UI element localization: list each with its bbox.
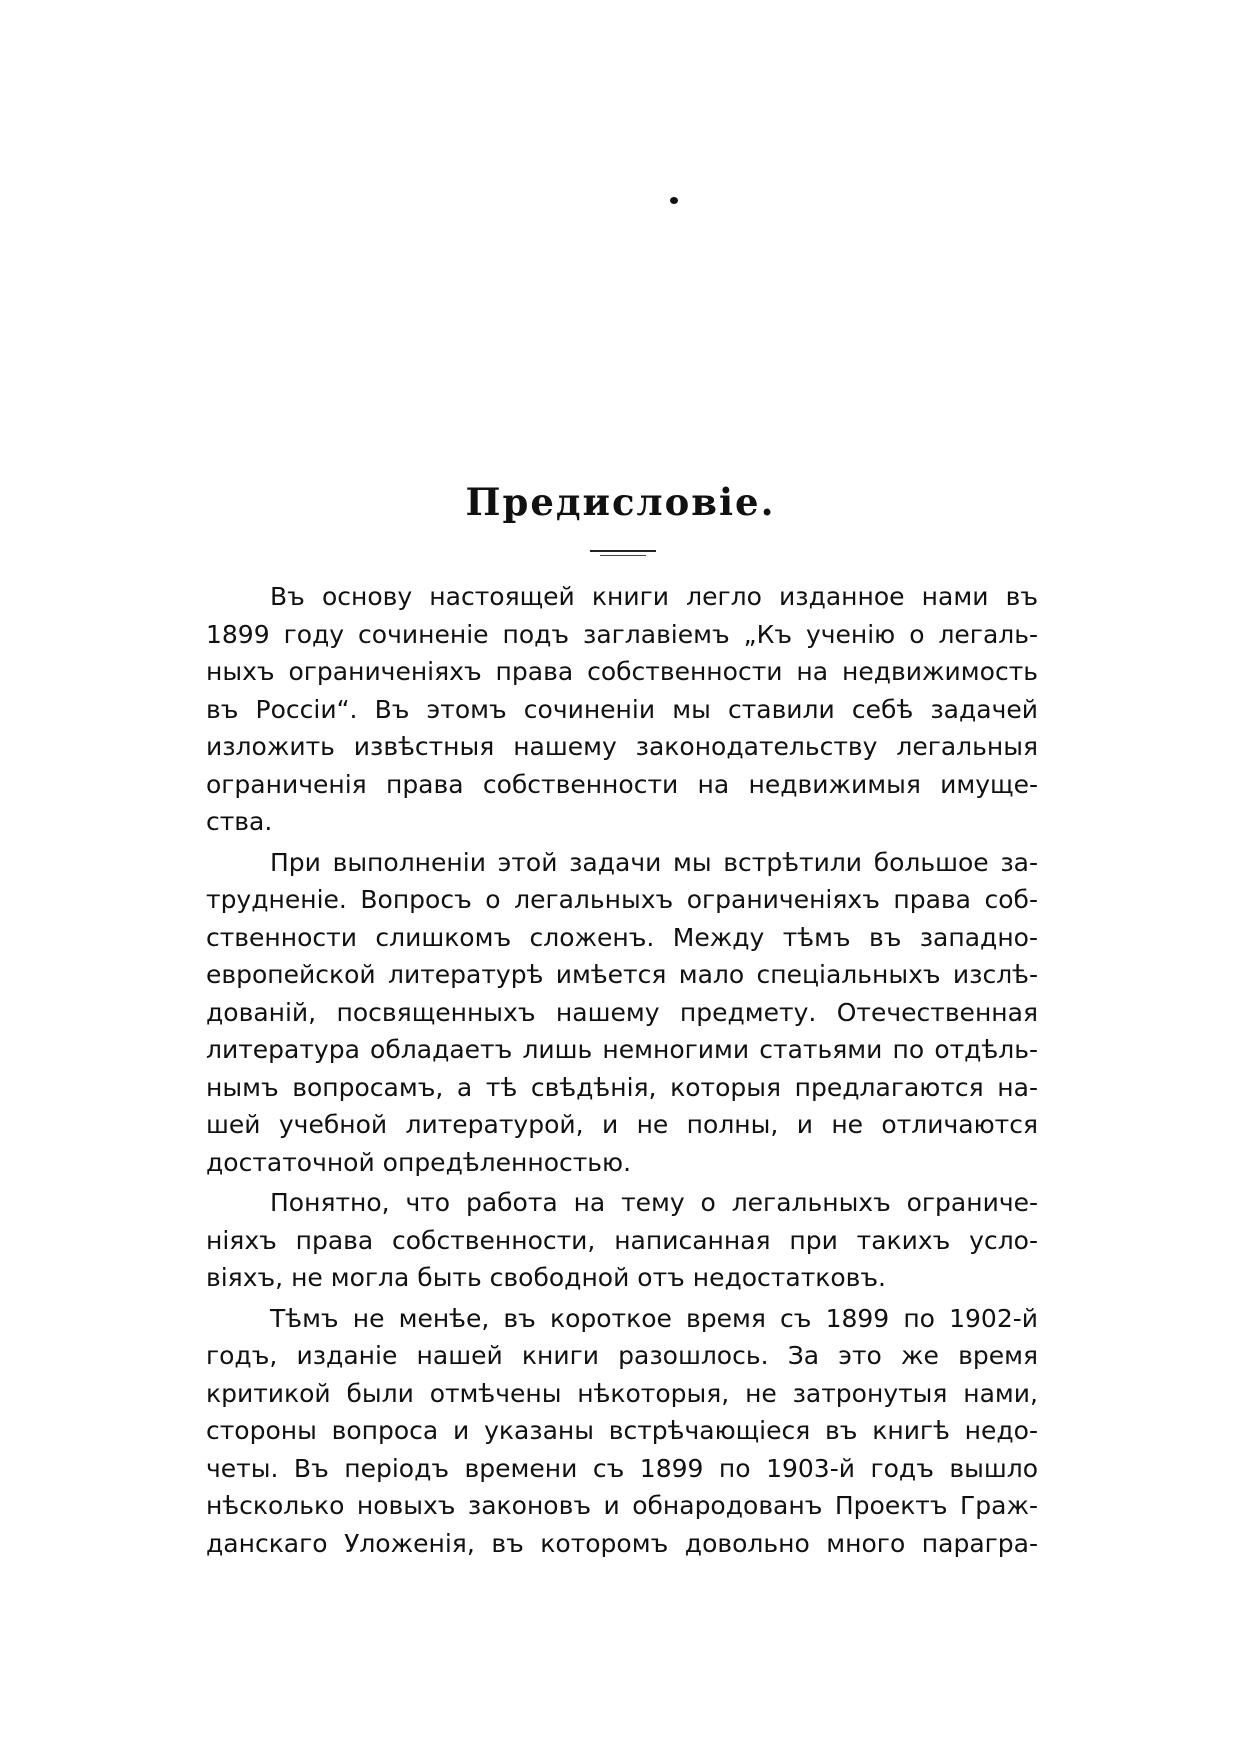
- text-line: четы. Въ періодъ времени съ 1899 по 1903-й годъ вышло: [206, 1453, 1038, 1483]
- text-line: трудненіе. Вопросъ о легальныхъ ограниченіяхъ права соб-: [206, 885, 1038, 914]
- text-line: ограниченія права собственности на недвижимыя имуще-: [206, 769, 1038, 799]
- text-line: достаточной опредѣленностью.: [206, 1147, 632, 1177]
- text-line: ственности слишкомъ сложенъ. Между тѣмъ въ западно-: [206, 922, 1038, 952]
- rule-line-bottom: [600, 555, 646, 556]
- text-line: въ Россіи“. Въ этомъ сочиненіи мы ставили себѣ задачей: [206, 694, 1038, 724]
- text-line: ныхъ ограниченіяхъ права собственности на недвижимость: [206, 657, 1038, 686]
- text-line: Тѣмъ не менѣе, въ короткое время съ 1899 по 1902-й: [270, 1303, 1038, 1333]
- text-line: литература обладаетъ лишь немногими статьями по отдѣль-: [206, 1035, 1038, 1064]
- page-title: Предисловіе.: [465, 480, 776, 524]
- printer-mark-dot: [670, 197, 678, 204]
- text-line: ніяхъ права собственности, написанная при такихъ усло-: [206, 1225, 1038, 1255]
- text-line: ства.: [206, 807, 273, 836]
- text-line: европейской литературѣ имѣется мало спеціальныхъ изслѣ-: [206, 960, 1038, 989]
- text-line: критикой были отмѣчены нѣкоторыя, не затронутыя нами,: [206, 1378, 1038, 1408]
- text-line: шей учебной литературой, и не полны, и не отличаются: [206, 1110, 1038, 1139]
- text-line: дованій, посвященныхъ нашему предмету. Отечественная: [206, 997, 1038, 1027]
- text-line: нымъ вопросамъ, а тѣ свѣдѣнія, которыя предлагаются на-: [206, 1072, 1038, 1102]
- text-line: віяхъ, не могла быть свободной отъ недостатковъ.: [206, 1263, 886, 1292]
- rule-line-top: [590, 550, 656, 552]
- text-line: стороны вопроса и указаны встрѣчающіеся въ книгѣ недо-: [206, 1416, 1038, 1445]
- text-line: изложить извѣстныя нашему законодательству легальныя: [206, 732, 1038, 761]
- text-line: годъ, изданіе нашей книги разошлось. За это же время: [206, 1341, 1038, 1370]
- preface-text: [206, 578, 1038, 1562]
- text-line: данскаго Уложенія, въ которомъ довольно много паpагра-: [206, 1528, 1038, 1558]
- text-line: Въ основу настоящей книги легло изданное нами въ: [270, 582, 1038, 611]
- text-line: При выполненіи этой задачи мы встрѣтили большое за-: [270, 847, 1038, 877]
- text-line: нѣсколько новыхъ законовъ и обнародованъ Проектъ Граж-: [206, 1491, 1038, 1520]
- title-ornament-rule: [590, 550, 656, 557]
- text-line: 1899 году сочиненіе подъ заглавіемъ „Къ ученію о легаль-: [206, 619, 1038, 649]
- text-line: Понятно, что работа на тему о легальныхъ ограниче-: [270, 1188, 1038, 1217]
